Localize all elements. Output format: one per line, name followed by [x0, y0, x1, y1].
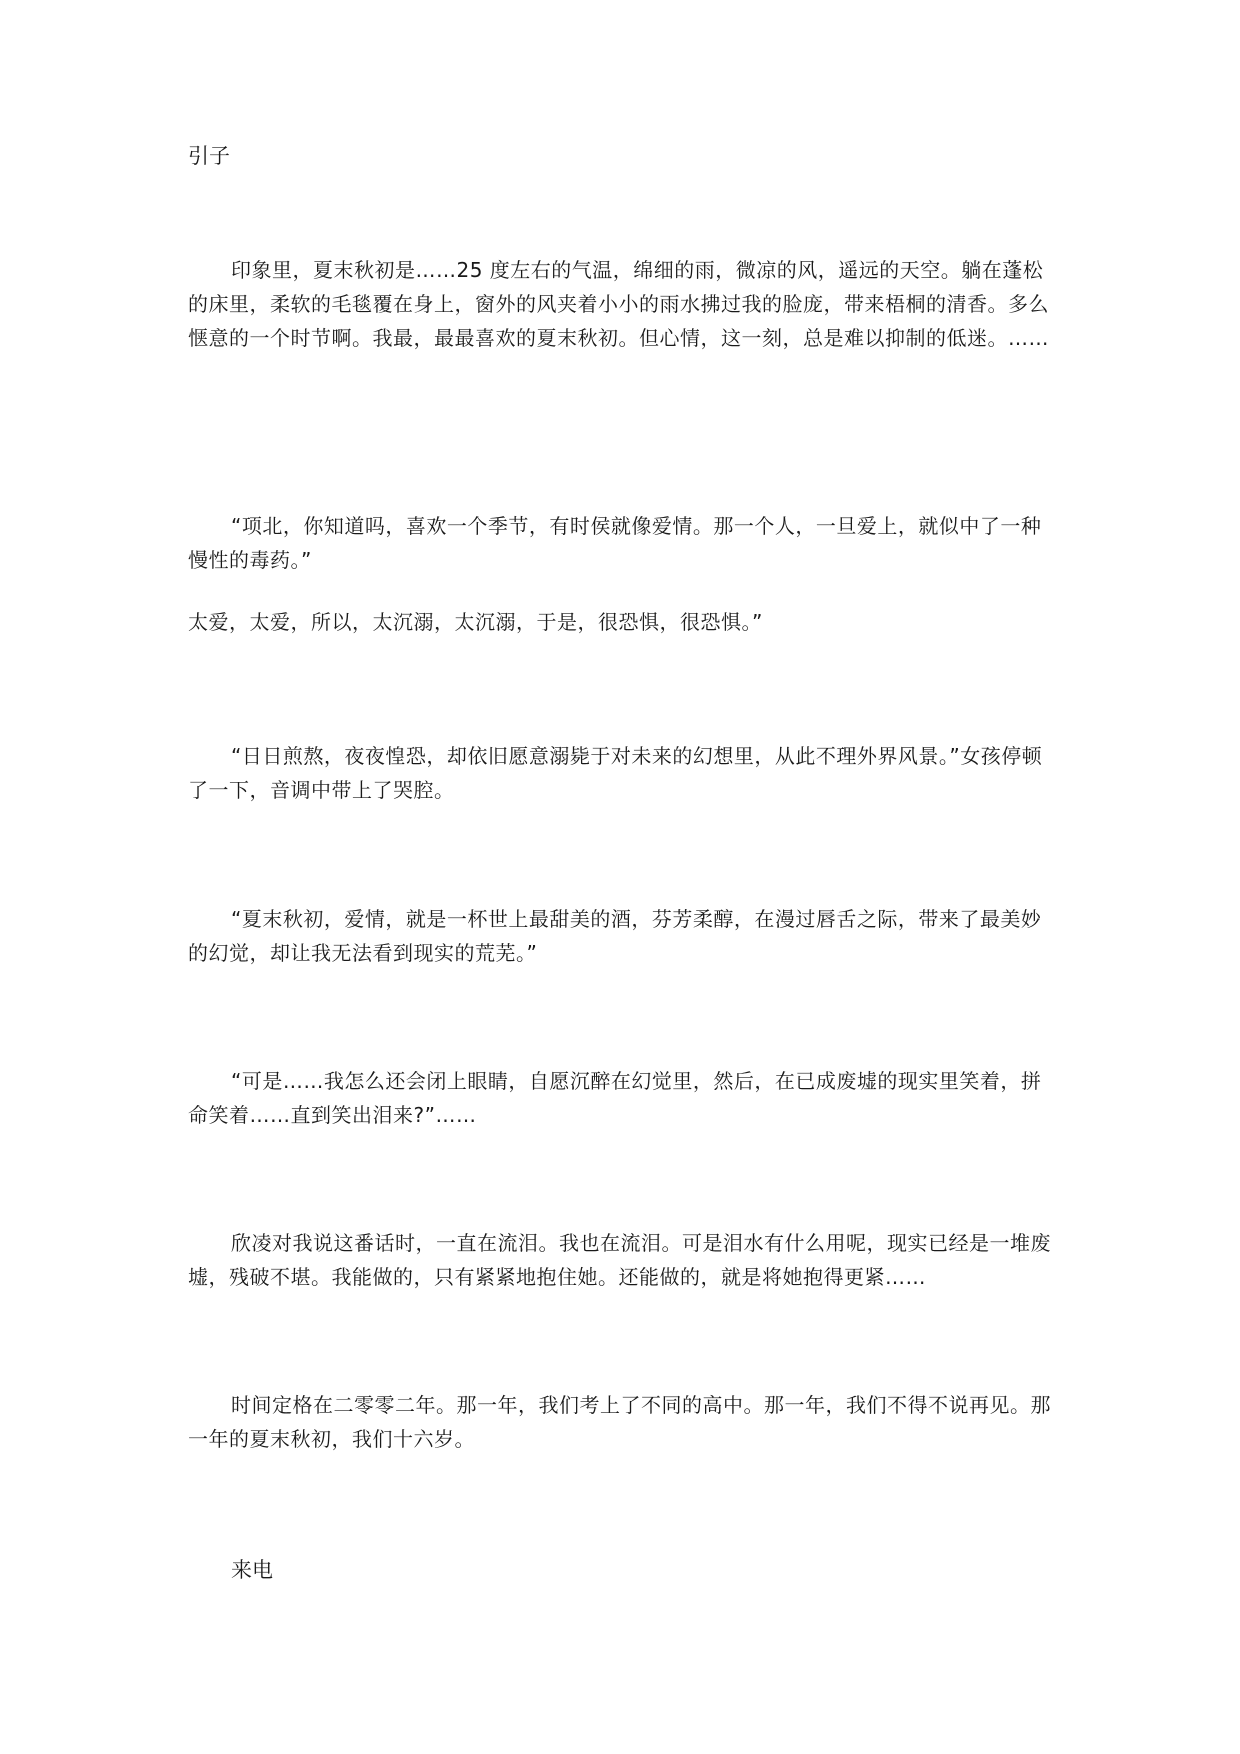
paragraph: “可是……我怎么还会闭上眼睛，自愿沉醉在幻觉里，然后，在已成废墟的现实里笑着，拼命笑着……直到笑出泪来?”…… — [188, 1069, 1042, 1127]
paragraph: “夏末秋初，爱情，就是一杯世上最甜美的酒，芬芳柔醇，在漫过唇舌之际，带来了最美妙的幻觉，却让我无法看到现实的荒芜。” — [188, 907, 1042, 965]
paragraph: “项北，你知道吗，喜欢一个季节，有时侯就像爱情。那一个人，一旦爱上，就似中了一种慢性的毒药。” — [188, 514, 1042, 572]
paragraph: 印象里，夏末秋初是……25 度左右的气温，绵细的雨，微凉的风，遥远的天空。躺在蓬松的床里，柔软的毛毯覆在身上，窗外的风夹着小小的雨水拂过我的脸庞，带来梧桐的清香。多么惬意的一个时节啊。我最，最最喜欢的夏末秋初。但心情，这一刻，总是难以抑制的低迷。…… — [188, 258, 1049, 350]
paragraph: 时间定格在二零零二年。那一年，我们考上了不同的高中。那一年，我们不得不说再见。那一年的夏末秋初，我们十六岁。 — [188, 1393, 1051, 1451]
section-heading: 引子 — [188, 144, 230, 168]
section-subheading: 来电 — [231, 1558, 273, 1582]
paragraph: “日日煎熬，夜夜惶恐，却依旧愿意溺毙于对未来的幻想里，从此不理外界风景。”女孩停顿了一下，音调中带上了哭腔。 — [188, 744, 1043, 802]
paragraph: 太爱，太爱，所以，太沉溺，太沉溺，于是，很恐惧，很恐惧。” — [188, 610, 763, 634]
paragraph: 欣凌对我说这番话时，一直在流泪。我也在流泪。可是泪水有什么用呢，现实已经是一堆废墟，残破不堪。我能做的，只有紧紧地抱住她。还能做的，就是将她抱得更紧…… — [188, 1231, 1051, 1289]
